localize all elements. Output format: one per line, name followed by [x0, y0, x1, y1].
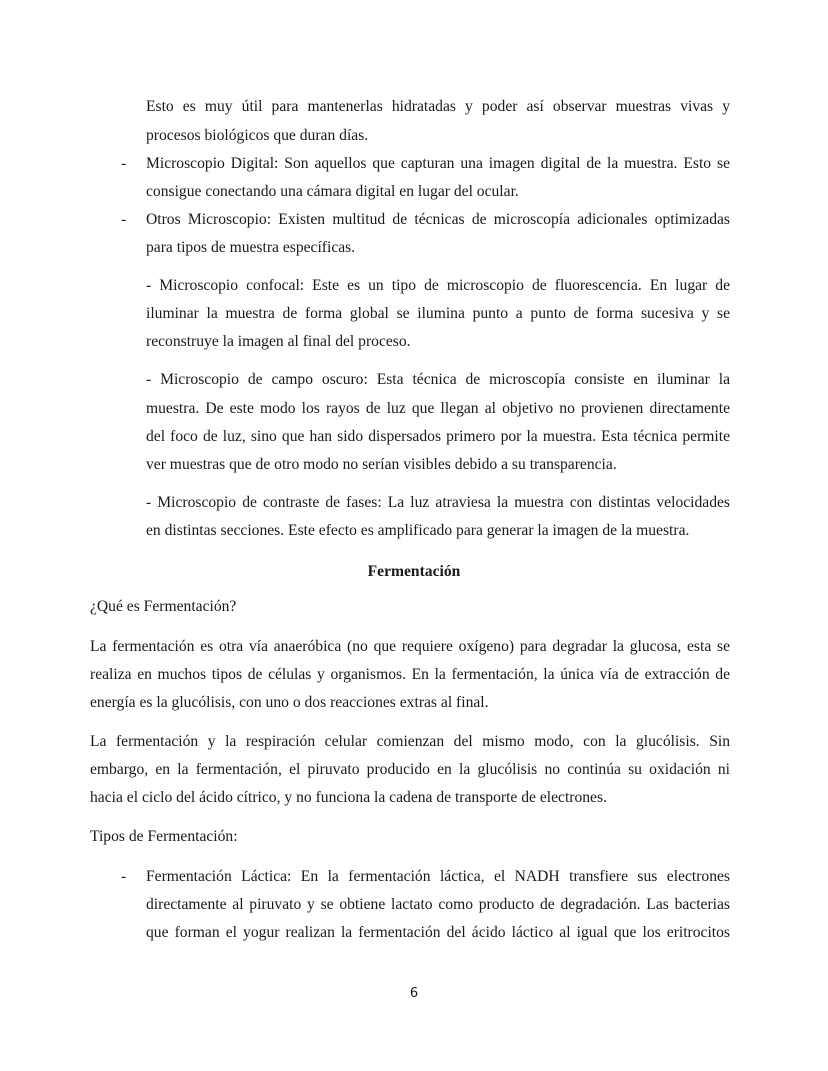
text-line: directamente al piruvato y se obtiene lactato como producto de degradación. Las bacterias — [146, 896, 730, 913]
text-line: La fermentación es otra vía anaeróbica (no que requiere oxígeno) para degradar la glucosa, esta se — [90, 638, 730, 655]
text-line: energía es la glucólisis, con uno o dos reacciones extras al final. — [90, 694, 489, 711]
text-line: La fermentación y la respiración celular comienzan del mismo modo, con la glucólisis. Sin — [90, 733, 730, 750]
text-line: ver muestras que de otro modo no serían visibles debido a su transparencia. — [146, 456, 617, 473]
text-line: - Microscopio de contraste de fases: La luz atraviesa la muestra con distintas velocidades — [146, 494, 730, 511]
bullet-dash: - — [121, 155, 127, 172]
page-number: 6 — [409, 986, 419, 1001]
text-line: - Microscopio confocal: Este es un tipo de microscopio de fluorescencia. En lugar de — [146, 277, 730, 294]
text-line: Fermentación Láctica: En la fermentación láctica, el NADH transfiere sus electrones — [146, 868, 730, 885]
bullet-dash: - — [121, 211, 127, 228]
text-line: iluminar la muestra de forma global se ilumina punto a punto de forma sucesiva y se — [146, 305, 730, 322]
subheading: Tipos de Fermentación: — [90, 828, 238, 845]
text-line: del foco de luz, sino que han sido dispersados primero por la muestra. Esta técnica permite — [146, 428, 730, 445]
text-line: consigue conectando una cámara digital en lugar del ocular. — [146, 183, 519, 200]
text-line: muestra. De este modo los rayos de luz que llegan al objetivo no provienen directamente — [146, 400, 730, 417]
text-line: que forman el yogur realizan la fermentación del ácido láctico al igual que los eritrocitos — [146, 924, 730, 941]
text-line: embargo, en la fermentación, el piruvato producido en la glucólisis no continúa su oxidación ni — [90, 761, 730, 778]
text-line: realiza en muchos tipos de células y organismos. En la fermentación, la única vía de extracción de — [90, 666, 730, 683]
subheading: ¿Qué es Fermentación? — [90, 598, 237, 615]
text-line: para tipos de muestra específicas. — [146, 239, 356, 256]
text-line: en distintas secciones. Este efecto es amplificado para generar la imagen de la muestra. — [146, 522, 690, 539]
text-line: Microscopio Digital: Son aquellos que capturan una imagen digital de la muestra. Esto se — [146, 155, 730, 172]
text-line: reconstruye la imagen al final del proceso. — [146, 333, 411, 350]
text-line: procesos biológicos que duran días. — [146, 127, 369, 144]
text-line: Esto es muy útil para mantenerlas hidratadas y poder así observar muestras vivas y — [146, 98, 730, 115]
text-line: Otros Microscopio: Existen multitud de técnicas de microscopía adicionales optimizadas — [146, 211, 730, 228]
text-line: hacia el ciclo del ácido cítrico, y no funciona la cadena de transporte de electrones. — [90, 789, 607, 806]
section-heading: Fermentación — [367, 563, 461, 580]
text-line: - Microscopio de campo oscuro: Esta técnica de microscopía consiste en iluminar la — [146, 371, 730, 388]
bullet-dash: - — [121, 868, 127, 885]
